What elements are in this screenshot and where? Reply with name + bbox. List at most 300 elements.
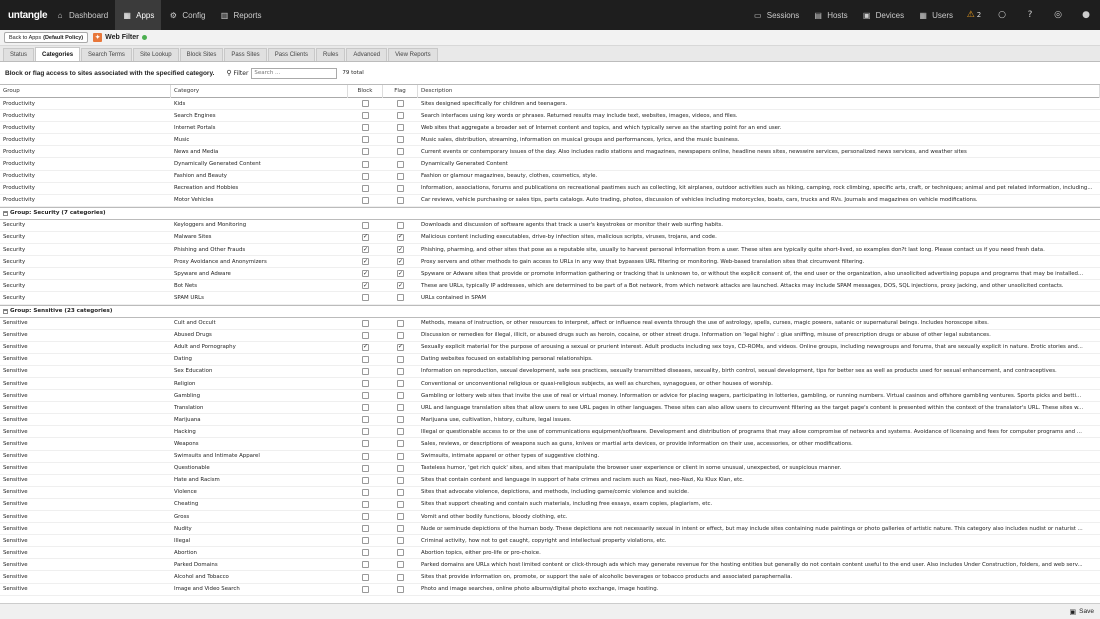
block-checkbox[interactable] xyxy=(362,525,369,532)
nav-apps[interactable] xyxy=(115,0,161,30)
category-cell: Swimsuits and Intimate Apparel xyxy=(174,453,260,460)
nav-label: Users xyxy=(932,10,953,20)
flag-checkbox[interactable] xyxy=(397,513,404,520)
table-row xyxy=(0,451,1100,463)
block-cell xyxy=(348,256,383,268)
category-cell: News and Media xyxy=(174,148,219,155)
flag-checkbox[interactable] xyxy=(397,332,404,339)
description-cell: Gambling or lottery web sites that invite the use of real or virtual money. Information or advice for placing wagers, participating in lotteries, gambling, or running numbers. Virtual casinos and offshore gambling ventures. Sports picks and betti... xyxy=(421,392,1082,399)
category-cell: Abortion xyxy=(174,549,197,556)
description-cell: Discussion or remedies for illegal, illicit, or abused drugs such as heroin, cocaine, or other street drugs. Information on 'legal highs' : glue sniffing, misuse of prescription drugs or abuse of other legal substances. xyxy=(421,332,991,339)
group-cell: Security xyxy=(3,246,26,253)
flag-cell xyxy=(383,182,418,194)
app-title xyxy=(93,33,147,42)
sessions-icon: ▭ xyxy=(753,10,762,20)
block-checkbox[interactable] xyxy=(362,161,369,168)
description-cell: Downloads and discussion of software agents that track a user's keystrokes or monitor their web surfing habits. xyxy=(421,222,723,229)
group-cell: Sensitive xyxy=(3,428,28,435)
table-row xyxy=(0,354,1100,366)
flag-checkbox[interactable] xyxy=(397,440,404,447)
category-cell: Spyware and Adware xyxy=(174,270,231,277)
flag-checkbox[interactable] xyxy=(397,173,404,180)
table-row xyxy=(0,559,1100,571)
app-status-dot xyxy=(142,35,147,40)
block-checkbox[interactable] xyxy=(362,332,369,339)
flag-cell xyxy=(383,268,418,280)
block-checkbox[interactable] xyxy=(362,148,369,155)
user-account-button[interactable] xyxy=(1072,0,1100,30)
table-row xyxy=(0,330,1100,342)
flag-checkbox[interactable] xyxy=(397,489,404,496)
hosts-icon: ▤ xyxy=(814,10,822,20)
flag-checkbox[interactable] xyxy=(397,294,404,301)
table-row xyxy=(0,426,1100,438)
block-cell xyxy=(348,462,383,474)
category-cell: Music xyxy=(174,136,190,143)
table-row xyxy=(0,390,1100,402)
block-checkbox[interactable] xyxy=(362,136,369,143)
nav-users[interactable] xyxy=(911,0,960,30)
block-cell xyxy=(348,450,383,462)
description-cell: Sites that contain content and language in support of hate crimes and racism such as Nazi, neo-Nazi, Ku Klux Klan, etc. xyxy=(421,477,744,484)
flag-checkbox[interactable] xyxy=(397,222,404,229)
block-checkbox[interactable] xyxy=(362,392,369,399)
table-row xyxy=(0,220,1100,232)
nav-dashboard[interactable] xyxy=(48,0,115,30)
flag-checkbox[interactable] xyxy=(397,124,404,131)
block-checkbox[interactable]: ✓ xyxy=(362,233,369,241)
block-cell xyxy=(348,146,383,158)
nav-label: Hosts xyxy=(827,10,848,20)
block-cell xyxy=(348,547,383,559)
flag-checkbox[interactable] xyxy=(397,525,404,532)
nav-reports[interactable] xyxy=(213,0,269,30)
table-row xyxy=(0,158,1100,170)
block-cell xyxy=(348,390,383,402)
block-checkbox[interactable]: ✓ xyxy=(362,245,369,253)
block-checkbox[interactable] xyxy=(362,416,369,423)
category-cell: Hate and Racism xyxy=(174,477,220,484)
block-checkbox[interactable] xyxy=(362,453,369,460)
top-navbar xyxy=(0,0,1100,30)
block-checkbox[interactable] xyxy=(362,465,369,472)
flag-checkbox[interactable]: ✓ xyxy=(397,233,404,241)
description-cell: Conventional or unconventional religious or quasi-religious subjects, as well as churches, synagogues, or other houses of worship. xyxy=(421,380,773,387)
flag-checkbox[interactable] xyxy=(397,136,404,143)
group-cell: Productivity xyxy=(3,173,35,180)
description-cell: Search interfaces using key words or phrases. Returned results may include text, websites, images, videos, and files. xyxy=(421,112,738,119)
group-cell: Sensitive xyxy=(3,380,28,387)
block-checkbox[interactable]: ✓ xyxy=(362,257,369,265)
block-checkbox[interactable] xyxy=(362,428,369,435)
description-cell: Illegal or questionable access to or the use of communications equipment/software. Development and distribution of programs that may allow compromise of networks and systems. Avoidance of licensing and fees for computer programs and ... xyxy=(421,428,1082,435)
column-header-group[interactable]: Group xyxy=(0,85,171,98)
table-row xyxy=(0,256,1100,268)
back-to-apps-label: Back to Apps xyxy=(9,34,42,41)
tab-status[interactable]: Status xyxy=(3,48,34,61)
table-row xyxy=(0,342,1100,354)
tab-pass-sites[interactable]: Pass Sites xyxy=(224,48,266,61)
floppy-disk-icon: ▣ xyxy=(1069,608,1077,616)
table-row xyxy=(0,499,1100,511)
bar-chart-icon: ▥ xyxy=(220,10,229,20)
block-cell xyxy=(348,244,383,256)
block-cell xyxy=(348,292,383,304)
nav-label: Reports xyxy=(233,10,262,20)
block-checkbox[interactable]: ✓ xyxy=(362,281,369,289)
description-cell: Car reviews, vehicle purchasing or sales tips, parts catalogs. Auto trading, photos, discussion of vehicles including motorcycles, boats, cars, trucks and RVs. Journals and magazines on vehicle modifications. xyxy=(421,197,978,204)
flag-checkbox[interactable] xyxy=(397,574,404,581)
lightbulb-icon: ○ xyxy=(998,10,1006,20)
flag-cell xyxy=(383,122,418,134)
help-button[interactable] xyxy=(1016,0,1044,30)
category-cell: Marijuana xyxy=(174,416,201,423)
category-cell: Weapons xyxy=(174,440,199,447)
description-cell: Sales, reviews, or descriptions of weapons such as guns, knives or martial arts devices, or provide information on their use, accessories, or other modifications. xyxy=(421,440,853,447)
column-header-description[interactable]: Description xyxy=(418,85,1100,98)
tab-block-sites[interactable]: Block Sites xyxy=(180,48,224,61)
group-cell: Sensitive xyxy=(3,332,28,339)
category-cell: Alcohol and Tobacco xyxy=(174,574,229,581)
category-cell: Image and Video Search xyxy=(174,586,240,593)
block-cell xyxy=(348,182,383,194)
group-cell: Productivity xyxy=(3,136,35,143)
footer-bar xyxy=(0,603,1100,619)
home-icon: ⌂ xyxy=(57,10,63,20)
flag-cell xyxy=(383,426,418,438)
block-checkbox[interactable] xyxy=(362,294,369,301)
flag-cell xyxy=(383,498,418,510)
flag-checkbox[interactable] xyxy=(397,161,404,168)
table-row xyxy=(0,195,1100,207)
block-cell xyxy=(348,402,383,414)
alerts-button[interactable] xyxy=(960,0,988,30)
group-cell: Sensitive xyxy=(3,501,28,508)
description-cell: Abortion topics, either pro-life or pro-choice. xyxy=(421,549,541,556)
flag-cell xyxy=(383,559,418,571)
description-cell: Proxy servers and other methods to gain access to URLs in any way that bypasses URL filtering or monitoring. Web-based translation sites that circumvent filtering. xyxy=(421,258,865,265)
devices-icon: ▣ xyxy=(862,10,871,20)
flag-checkbox[interactable]: ✓ xyxy=(397,269,404,277)
category-cell: Hacking xyxy=(174,428,196,435)
flag-cell xyxy=(383,280,418,292)
users-icon: ▦ xyxy=(919,10,927,20)
block-cell xyxy=(348,353,383,365)
flag-cell xyxy=(383,438,418,450)
flag-checkbox[interactable] xyxy=(397,549,404,556)
tab-pass-clients[interactable]: Pass Clients xyxy=(268,48,315,61)
block-checkbox[interactable] xyxy=(362,477,369,484)
description-cell: Marijuana use, cultivation, history, culture, legal issues. xyxy=(421,416,572,423)
save-button[interactable] xyxy=(1070,608,1094,616)
flag-cell xyxy=(383,547,418,559)
flag-cell xyxy=(383,365,418,377)
group-cell: Sensitive xyxy=(3,489,28,496)
nav-hosts[interactable] xyxy=(806,0,854,30)
flag-checkbox[interactable] xyxy=(397,356,404,363)
group-header[interactable] xyxy=(0,305,1100,318)
tab-site-lookup[interactable]: Site Lookup xyxy=(133,48,179,61)
table-row xyxy=(0,535,1100,547)
block-checkbox[interactable] xyxy=(362,320,369,327)
flag-cell xyxy=(383,341,418,353)
description-cell: Vomit and other bodily functions, bloody clothing, etc. xyxy=(421,513,568,520)
table-row xyxy=(0,571,1100,583)
table-row xyxy=(0,547,1100,559)
flag-cell xyxy=(383,583,418,595)
category-cell: Recreation and Hobbies xyxy=(174,185,239,192)
group-cell: Sensitive xyxy=(3,344,28,351)
group-cell: Productivity xyxy=(3,124,35,131)
table-row xyxy=(0,146,1100,158)
back-to-apps-button[interactable] xyxy=(4,32,88,43)
category-cell: Search Engines xyxy=(174,112,216,119)
tab-view-reports[interactable]: View Reports xyxy=(388,48,438,61)
tab-bar xyxy=(0,46,1100,62)
block-cell xyxy=(348,231,383,243)
block-checkbox[interactable] xyxy=(362,586,369,593)
collapse-icon[interactable]: − xyxy=(3,209,8,216)
flag-checkbox[interactable] xyxy=(397,453,404,460)
block-cell xyxy=(348,194,383,206)
table-row xyxy=(0,232,1100,244)
block-checkbox[interactable] xyxy=(362,124,369,131)
group-header-label: Group: Security (7 categories) xyxy=(10,210,106,217)
column-header-block[interactable]: Block xyxy=(348,85,383,98)
group-cell: Sensitive xyxy=(3,368,28,375)
warning-icon: ⚠ xyxy=(966,10,975,20)
group-cell: Productivity xyxy=(3,112,35,119)
flag-checkbox[interactable]: ✓ xyxy=(397,343,404,351)
table-row xyxy=(0,110,1100,122)
category-cell: Sex Education xyxy=(174,368,213,375)
block-checkbox[interactable] xyxy=(362,173,369,180)
table-row xyxy=(0,318,1100,330)
user-account-icon: ● xyxy=(1082,10,1090,20)
column-header-category[interactable]: Category xyxy=(171,85,348,98)
flag-cell xyxy=(383,194,418,206)
block-cell xyxy=(348,122,383,134)
block-checkbox[interactable] xyxy=(362,513,369,520)
flag-checkbox[interactable] xyxy=(397,100,404,107)
flag-checkbox[interactable] xyxy=(397,368,404,375)
block-cell xyxy=(348,170,383,182)
flag-checkbox[interactable] xyxy=(397,380,404,387)
table-row xyxy=(0,280,1100,292)
category-cell: Malware Sites xyxy=(174,234,212,241)
flag-cell xyxy=(383,158,418,170)
logo-text: untangle xyxy=(8,9,48,21)
flag-cell xyxy=(383,292,418,304)
filter-label xyxy=(226,69,248,77)
category-cell: Motor Vehicles xyxy=(174,197,214,204)
block-checkbox[interactable] xyxy=(362,489,369,496)
category-cell: Kids xyxy=(174,100,186,107)
column-header-flag[interactable]: Flag xyxy=(383,85,418,98)
table-row xyxy=(0,438,1100,450)
category-cell: Adult and Pornography xyxy=(174,344,236,351)
table-row xyxy=(0,183,1100,195)
block-checkbox[interactable] xyxy=(362,501,369,508)
group-cell: Productivity xyxy=(3,161,35,168)
block-cell xyxy=(348,110,383,122)
flag-checkbox[interactable] xyxy=(397,416,404,423)
nav-label: Devices xyxy=(875,10,905,20)
nav-config[interactable] xyxy=(161,0,212,30)
tab-rules[interactable]: Rules xyxy=(316,48,345,61)
block-checkbox[interactable] xyxy=(362,100,369,107)
nav-devices[interactable] xyxy=(855,0,911,30)
flag-checkbox[interactable]: ✓ xyxy=(397,257,404,265)
group-cell: Security xyxy=(3,282,26,289)
description-cell: URL and language translation sites that allow users to see URL pages in other languages. These sites can also allow users to circumvent filtering as the target page's content is presented within the context of the translator's URL. These sites w... xyxy=(421,404,1084,411)
description-cell: Music sales, distribution, streaming, information on musical groups and performances, lyrics, and the music business. xyxy=(421,136,740,143)
block-cell xyxy=(348,571,383,583)
flag-checkbox[interactable] xyxy=(397,320,404,327)
nav-label: Apps xyxy=(136,10,155,20)
flag-checkbox[interactable] xyxy=(397,404,404,411)
block-checkbox[interactable]: ✓ xyxy=(362,269,369,277)
flag-cell xyxy=(383,134,418,146)
block-checkbox[interactable] xyxy=(362,185,369,192)
categories-grid xyxy=(0,84,1100,603)
flag-cell xyxy=(383,414,418,426)
support-button[interactable] xyxy=(1044,0,1072,30)
category-cell: Gross xyxy=(174,513,190,520)
block-checkbox[interactable] xyxy=(362,356,369,363)
group-cell: Security xyxy=(3,222,26,229)
flag-checkbox[interactable] xyxy=(397,148,404,155)
tab-categories[interactable]: Categories xyxy=(35,47,80,61)
table-row xyxy=(0,122,1100,134)
block-cell xyxy=(348,498,383,510)
flag-checkbox[interactable] xyxy=(397,586,404,593)
block-checkbox[interactable] xyxy=(362,380,369,387)
block-checkbox[interactable] xyxy=(362,222,369,229)
flag-checkbox[interactable] xyxy=(397,465,404,472)
group-cell: Productivity xyxy=(3,185,35,192)
description-cell: Sites that support cheating and contain such materials, including free essays, exam copies, plagiarism, etc. xyxy=(421,501,713,508)
group-cell: Sensitive xyxy=(3,513,28,520)
flag-cell xyxy=(383,486,418,498)
section-heading: Block or flag access to sites associated with the specified category. xyxy=(5,69,215,77)
block-checkbox[interactable] xyxy=(362,561,369,568)
flag-cell xyxy=(383,244,418,256)
table-row xyxy=(0,244,1100,256)
description-cell: Current events or contemporary issues of the day. Also includes radio stations and magazines, newspapers online, headline news sites, newswire services, personalized news services, and weather sites xyxy=(421,148,967,155)
block-checkbox[interactable] xyxy=(362,440,369,447)
flag-checkbox[interactable] xyxy=(397,477,404,484)
block-checkbox[interactable] xyxy=(362,368,369,375)
flag-cell xyxy=(383,462,418,474)
flag-cell xyxy=(383,390,418,402)
filter-label-text: Filter xyxy=(233,69,249,77)
help-icon: ? xyxy=(1027,10,1033,20)
block-cell xyxy=(348,329,383,341)
group-cell: Sensitive xyxy=(3,392,28,399)
table-row xyxy=(0,134,1100,146)
category-cell: Dynamically Generated Content xyxy=(174,161,261,168)
category-cell: Gambling xyxy=(174,392,200,399)
group-cell: Sensitive xyxy=(3,561,28,568)
category-cell: Abused Drugs xyxy=(174,332,212,339)
flag-cell xyxy=(383,402,418,414)
flag-checkbox[interactable] xyxy=(397,112,404,119)
description-cell: Malicious content including executables, drive-by infection sites, malicious scripts, viruses, trojans, and code. xyxy=(421,234,717,241)
search-input[interactable] xyxy=(251,68,337,79)
save-label: Save xyxy=(1079,608,1094,615)
tab-advanced[interactable]: Advanced xyxy=(346,48,387,61)
description-cell: Sites designed specifically for children and teenagers. xyxy=(421,100,568,107)
flag-checkbox[interactable] xyxy=(397,501,404,508)
flag-checkbox[interactable] xyxy=(397,185,404,192)
category-cell: SPAM URLs xyxy=(174,294,204,301)
block-checkbox[interactable] xyxy=(362,574,369,581)
tab-search-terms[interactable]: Search Terms xyxy=(81,48,132,61)
group-header[interactable] xyxy=(0,207,1100,220)
block-checkbox[interactable] xyxy=(362,197,369,204)
group-cell: Sensitive xyxy=(3,404,28,411)
block-cell xyxy=(348,438,383,450)
block-checkbox[interactable] xyxy=(362,549,369,556)
nav-label: Config xyxy=(182,10,206,20)
description-cell: Parked domains are URLs which host limited content or click-through ads which may generate revenue for the hosting entities but generally do not contain content useful to the end user. Also includes Under Construction, folders, and web serv... xyxy=(421,561,1083,568)
flag-cell xyxy=(383,256,418,268)
lightbulb-button[interactable] xyxy=(988,0,1016,30)
block-checkbox[interactable]: ✓ xyxy=(362,343,369,351)
table-row xyxy=(0,378,1100,390)
block-cell xyxy=(348,317,383,329)
category-cell: Cult and Occult xyxy=(174,320,216,327)
block-checkbox[interactable] xyxy=(362,537,369,544)
block-cell xyxy=(348,219,383,231)
untangle-logo[interactable] xyxy=(0,0,48,30)
description-cell: These are URLs, typically IP addresses, which are determined to be part of a Bot network, from which network attacks are launched. Attacks may include SPAM messages, DOS, SQL injections, proxy jacking, and other unsolicited contacts. xyxy=(421,282,1064,289)
block-cell xyxy=(348,474,383,486)
category-cell: Proxy Avoidance and Anonymizers xyxy=(174,258,267,265)
group-cell: Security xyxy=(3,270,26,277)
block-checkbox[interactable] xyxy=(362,404,369,411)
flag-cell xyxy=(383,231,418,243)
table-row xyxy=(0,366,1100,378)
description-cell: Swimsuits, intimate apparel or other types of suggestive clothing. xyxy=(421,453,600,460)
flag-checkbox[interactable]: ✓ xyxy=(397,245,404,253)
flag-checkbox[interactable] xyxy=(397,537,404,544)
collapse-icon[interactable]: − xyxy=(3,307,8,314)
description-cell: Fashion or glamour magazines, beauty, clothes, cosmetics, style. xyxy=(421,173,598,180)
app-breadcrumb-bar xyxy=(0,30,1100,46)
block-cell xyxy=(348,341,383,353)
group-cell: Security xyxy=(3,258,26,265)
nav-sessions[interactable] xyxy=(746,0,806,30)
description-cell: Dating websites focused on establishing personal relationships. xyxy=(421,356,593,363)
apps-grid-icon: ▦ xyxy=(123,10,131,20)
flag-checkbox[interactable] xyxy=(397,392,404,399)
flag-checkbox[interactable] xyxy=(397,197,404,204)
flag-checkbox[interactable]: ✓ xyxy=(397,281,404,289)
category-cell: Internet Portals xyxy=(174,124,216,131)
flag-checkbox[interactable] xyxy=(397,561,404,568)
table-row xyxy=(0,523,1100,535)
category-cell: Cheating xyxy=(174,501,199,508)
category-cell: Questionable xyxy=(174,465,210,472)
block-checkbox[interactable] xyxy=(362,112,369,119)
group-cell: Productivity xyxy=(3,100,35,107)
table-row xyxy=(0,463,1100,475)
search-icon: ⚲ xyxy=(226,69,232,77)
group-cell: Productivity xyxy=(3,148,35,155)
flag-checkbox[interactable] xyxy=(397,428,404,435)
